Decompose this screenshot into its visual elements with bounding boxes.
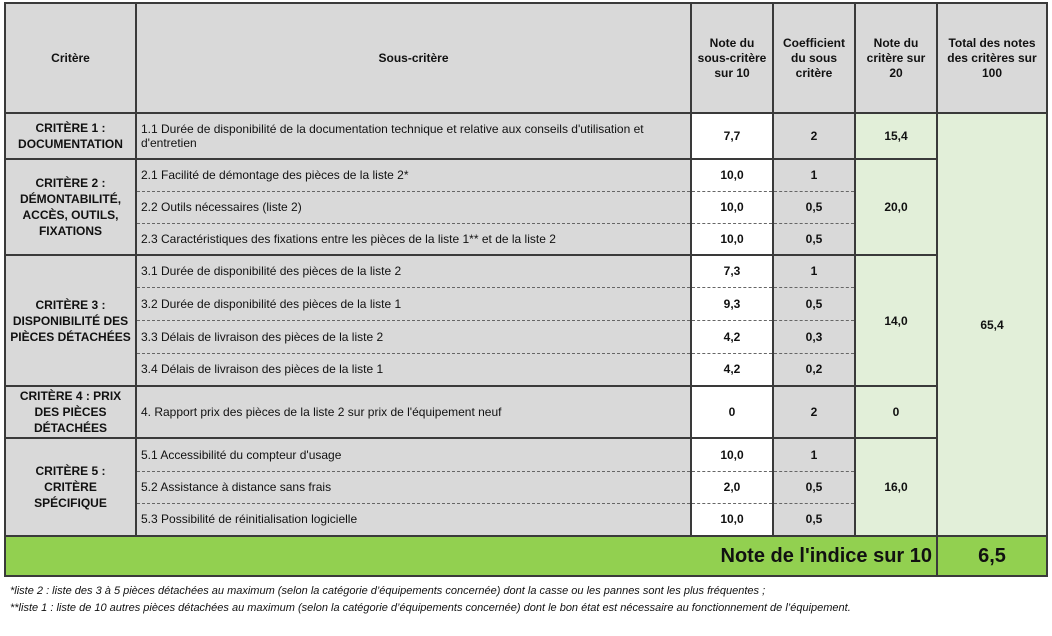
header-sous-critere: Sous-critère [136,3,691,113]
footnote-liste-2: *liste 2 : liste des 3 à 5 pièces détachées au maximum (selon la catégorie d’équipements concernée) dont la casse ou les pannes sont les plus fréquentes ; [10,585,766,597]
table-row [5,438,1047,471]
subcriterion-2-1-label: 2.1 Facilité de démontage des pièces de la liste 2* [136,159,691,191]
subcriterion-1-1-label: 1.1 Durée de disponibilité de la documentation technique et relative aux conseils d'utilisation et d'entretien [136,113,691,159]
subcriterion-5-1-label: 5.1 Accessibilité du compteur d'usage [136,438,691,471]
subcriterion-4-note: 0 [691,386,773,438]
criterion-1-note20: 15,4 [855,113,937,159]
header-row [5,3,1047,113]
subcriterion-3-1-coef: 1 [773,255,855,287]
subcriterion-3-1-label: 3.1 Durée de disponibilité des pièces de la liste 2 [136,255,691,287]
subcriterion-5-3-coef: 0,5 [773,503,855,536]
subcriterion-3-4-note: 4,2 [691,353,773,386]
header-note-sous-critere: Note du sous-critère sur 10 [691,3,773,113]
subcriterion-3-3-note: 4,2 [691,320,773,353]
table-row [5,386,1047,438]
subcriterion-3-3-coef: 0,3 [773,320,855,353]
criterion-2-label: CRITÈRE 2 : DÉMONTABILITÉ, ACCÈS, OUTILS, FIXATIONS [5,159,136,255]
subcriterion-3-1-note: 7,3 [691,255,773,287]
header-coefficient: Coefficient du sous critère [773,3,855,113]
subcriterion-5-2-note: 2,0 [691,471,773,503]
criterion-5-label: CRITÈRE 5 : CRITÈRE SPÉCIFIQUE [5,438,136,536]
subcriterion-4-coef: 2 [773,386,855,438]
header-critere: Critère [5,3,136,113]
table-row [5,113,1047,159]
subcriterion-2-2-coef: 0,5 [773,191,855,223]
subcriterion-4-label: 4. Rapport prix des pièces de la liste 2 sur prix de l'équipement neuf [136,386,691,438]
subcriterion-5-1-coef: 1 [773,438,855,471]
subcriterion-5-3-label: 5.3 Possibilité de réinitialisation logicielle [136,503,691,536]
subcriterion-3-2-note: 9,3 [691,287,773,320]
subcriterion-1-1-coef: 2 [773,113,855,159]
total-score-100: 65,4 [937,113,1047,536]
criterion-4-label: CRITÈRE 4 : PRIX DES PIÈCES DÉTACHÉES [5,386,136,438]
criterion-1-label: CRITÈRE 1 : DOCUMENTATION [5,113,136,159]
subcriterion-3-2-label: 3.2 Durée de disponibilité des pièces de la liste 1 [136,287,691,320]
subcriterion-3-3-label: 3.3 Délais de livraison des pièces de la liste 2 [136,320,691,353]
subcriterion-5-1-note: 10,0 [691,438,773,471]
header-note-critere: Note du critère sur 20 [855,3,937,113]
criterion-3-label: CRITÈRE 3 : DISPONIBILITÉ DES PIÈCES DÉTACHÉES [5,255,136,386]
subcriterion-5-2-coef: 0,5 [773,471,855,503]
subcriterion-3-4-coef: 0,2 [773,353,855,386]
final-score-row [5,536,1047,576]
subcriterion-2-3-note: 10,0 [691,223,773,255]
subcriterion-1-1-note: 7,7 [691,113,773,159]
criterion-4-note20: 0 [855,386,937,438]
table-row [5,159,1047,191]
repairability-score-table [4,2,1048,577]
table-row [5,255,1047,287]
final-score-label: Note de l'indice sur 10 [5,536,937,576]
subcriterion-5-2-label: 5.2 Assistance à distance sans frais [136,471,691,503]
header-total: Total des notes des critères sur 100 [937,3,1047,113]
final-score-value: 6,5 [937,536,1047,576]
footnotes [10,583,1046,617]
criterion-2-note20: 20,0 [855,159,937,255]
subcriterion-2-2-note: 10,0 [691,191,773,223]
subcriterion-3-2-coef: 0,5 [773,287,855,320]
subcriterion-2-1-note: 10,0 [691,159,773,191]
subcriterion-5-3-note: 10,0 [691,503,773,536]
subcriterion-3-4-label: 3.4 Délais de livraison des pièces de la liste 1 [136,353,691,386]
subcriterion-2-3-label: 2.3 Caractéristiques des fixations entre les pièces de la liste 1** et de la liste 2 [136,223,691,255]
criterion-5-note20: 16,0 [855,438,937,536]
footnote-liste-1: **liste 1 : liste de 10 autres pièces détachées au maximum (selon la catégorie d’équipements concernée) dont le bon état est nécessaire au fonctionnement de l’équipement. [10,602,851,614]
subcriterion-2-2-label: 2.2 Outils nécessaires (liste 2) [136,191,691,223]
subcriterion-2-1-coef: 1 [773,159,855,191]
subcriterion-2-3-coef: 0,5 [773,223,855,255]
criterion-3-note20: 14,0 [855,255,937,386]
